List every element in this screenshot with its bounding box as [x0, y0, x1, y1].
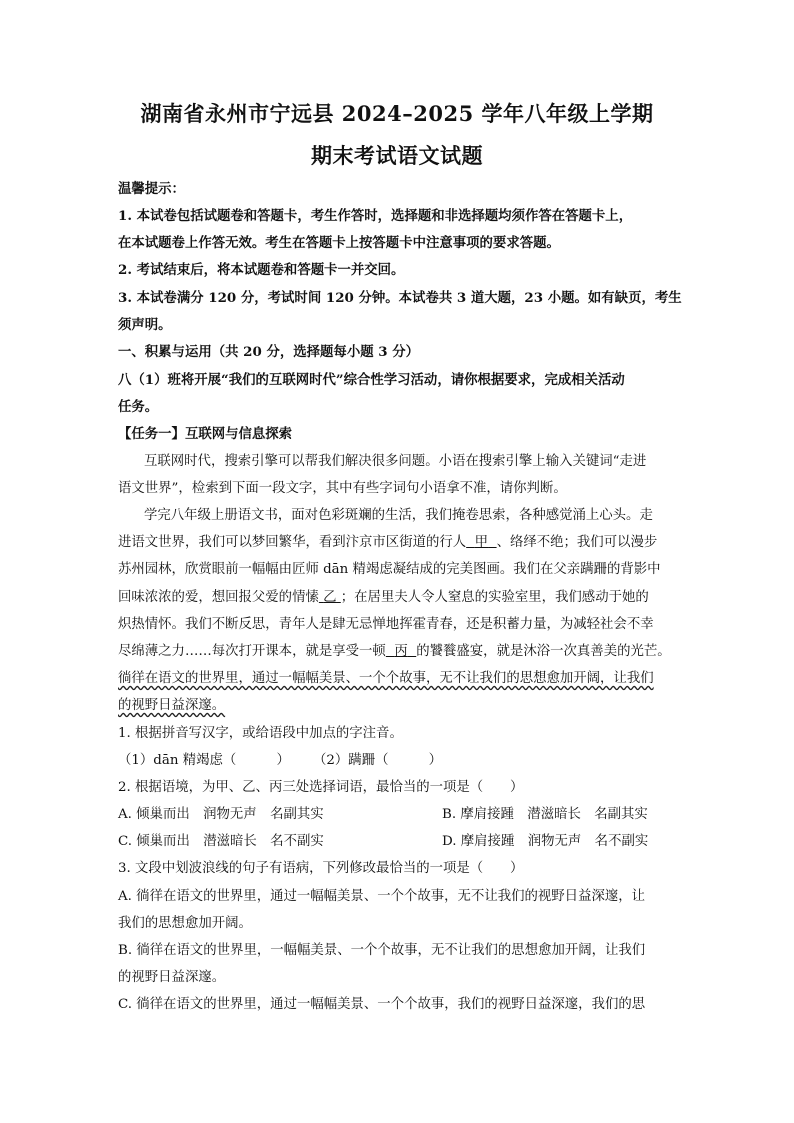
- question-2-option-d: D. 摩肩接踵 润物无声 名不副实: [442, 834, 649, 849]
- passage-line2-c: 、络绎不绝；我们可以漫步: [496, 535, 658, 550]
- passage-line7-wavy: [118, 670, 678, 688]
- blank-yi-label: 乙: [323, 590, 337, 605]
- question-3: 3. 文段中划波浪线的句子有语病，下列修改最恰当的一项是（ ）: [118, 861, 524, 876]
- task1-para1-line1: 互联网时代，搜索引擎可以帮我们解决很多问题。小语在搜索引擎上输入关键词“走进: [144, 454, 647, 469]
- section1-intro-line1: 八（1）班将开展“我们的互联网时代”综合性学习活动，请你根据要求，完成相关活动: [118, 372, 625, 388]
- section1-intro-line2: 任务。: [118, 399, 159, 415]
- passage-line4: [118, 589, 678, 607]
- question-1: 1. 根据拼音写汉字，或给语段中加点的字注音。: [118, 726, 403, 741]
- question-2-option-c: C. 倾巢而出 潜滋暗长 名不副实: [118, 834, 324, 849]
- blank-bing: [386, 643, 416, 661]
- exam-title-line1: 湖南省永州市宁远县 2024–2025 学年八年级上学期: [140, 101, 654, 126]
- notice-item-3-cont: 须声明。: [118, 317, 172, 333]
- blank-bing-label: 丙: [394, 644, 408, 659]
- blank-jia-label: 甲: [474, 535, 489, 550]
- passage-line4-a: 回味浓浓的爱，想回报父爱的情愫: [118, 590, 319, 605]
- question-2-option-a: A. 倾巢而出 润物无声 名副其实: [118, 807, 324, 822]
- passage-line4-c: ；在居里夫人令人窒息的实验室里，我们感动于她的: [340, 590, 649, 605]
- passage-line6: [118, 643, 678, 661]
- question-3-option-a-line2: 我们的思想愈加开阔。: [118, 916, 252, 931]
- section1-heading: 一、积累与运用（共 20 分，选择题每小题 3 分）: [118, 344, 420, 360]
- blank-jia: [466, 534, 496, 552]
- question-2-row2: [118, 833, 678, 851]
- question-2: 2. 根据语境，为甲、乙、丙三处选择词语，最恰当的一项是（ ）: [118, 780, 524, 795]
- exam-title-line2: 期末考试语文试题: [311, 143, 483, 168]
- passage-line6-a: 尽绵薄之力……每次打开课本，就是享受一顿: [118, 644, 386, 659]
- passage-line2: [118, 534, 678, 552]
- question-1-sub1: （1）dān 精竭虑（ ）: [118, 753, 290, 768]
- question-3-option-c-line1: C. 徜徉在语文的世界里，通过一幅幅美景、一个个故事，我们的视野日益深邃，我们的思: [118, 997, 646, 1012]
- passage-line3: 苏州园林，欣赏眼前一幅幅由匠师 dān 精竭虑凝结成的完美图画。我们在父亲蹒跚的背影中: [118, 562, 661, 577]
- question-1-subitems: [118, 752, 678, 770]
- task1-para1-line2: 语文世界”，检索到下面一段文字，其中有些字词句小语拿不准，请你判断。: [118, 481, 567, 496]
- question-3-option-b-line1: B. 徜徉在语文的世界里，一幅幅美景、一个个故事，无不让我们的思想愈加开阔，让我们: [118, 943, 646, 958]
- notice-item-3: 3. 本试卷满分 120 分，考试时间 120 分钟。本试卷共 3 道大题，23 小题。如有缺页，考生: [118, 290, 682, 306]
- question-1-sub2: （2）蹒跚（ ）: [313, 753, 443, 768]
- passage-line5: 炽热情怀。我们不断反思，青年人是肆无忌惮地挥霍青春，还是积蓄力量，为减轻社会不幸: [118, 617, 654, 632]
- question-3-option-b-line2: 的视野日益深邃。: [118, 970, 226, 985]
- wavy-sentence-part2: 的视野日益深邃。: [118, 698, 226, 713]
- question-3-option-a-line1: A. 徜徉在语文的世界里，通过一幅幅美景、一个个故事，无不让我们的视野日益深邃，让: [118, 889, 646, 904]
- wavy-sentence-part1: 徜徉在语文的世界里，通过一幅幅美景、一个个故事，无不让我们的思想愈加开阔，让我们: [118, 671, 654, 686]
- question-2-option-b: B. 摩肩接踵 潜滋暗长 名副其实: [442, 807, 648, 822]
- notice-item-1: 1. 本试卷包括试题卷和答题卡，考生作答时，选择题和非选择题均须作答在答题卡上，: [118, 208, 633, 224]
- passage-line6-c: 的饕餮盛宴，就是沐浴一次真善美的光芒。: [416, 644, 671, 659]
- notice-item-1-cont: 在本试题卷上作答无效。考生在答题卡上按答题卡中注意事项的要求答题。: [118, 235, 560, 251]
- passage-line2-a: 进语文世界，我们可以梦回繁华，看到汴京市区街道的行人: [118, 535, 467, 550]
- blank-yi: [319, 589, 341, 607]
- passage-line8-wavy: [118, 697, 678, 715]
- question-2-row1: [118, 806, 678, 824]
- passage-line1: 学完八年级上册语文书，面对色彩斑斓的生活，我们掩卷思索，各种感觉涌上心头。走: [144, 508, 653, 523]
- notice-heading: 温馨提示：: [118, 181, 185, 197]
- notice-item-2: 2. 考试结束后，将本试题卷和答题卡一并交回。: [118, 262, 405, 278]
- task1-heading: 【任务一】互联网与信息探索: [118, 426, 293, 442]
